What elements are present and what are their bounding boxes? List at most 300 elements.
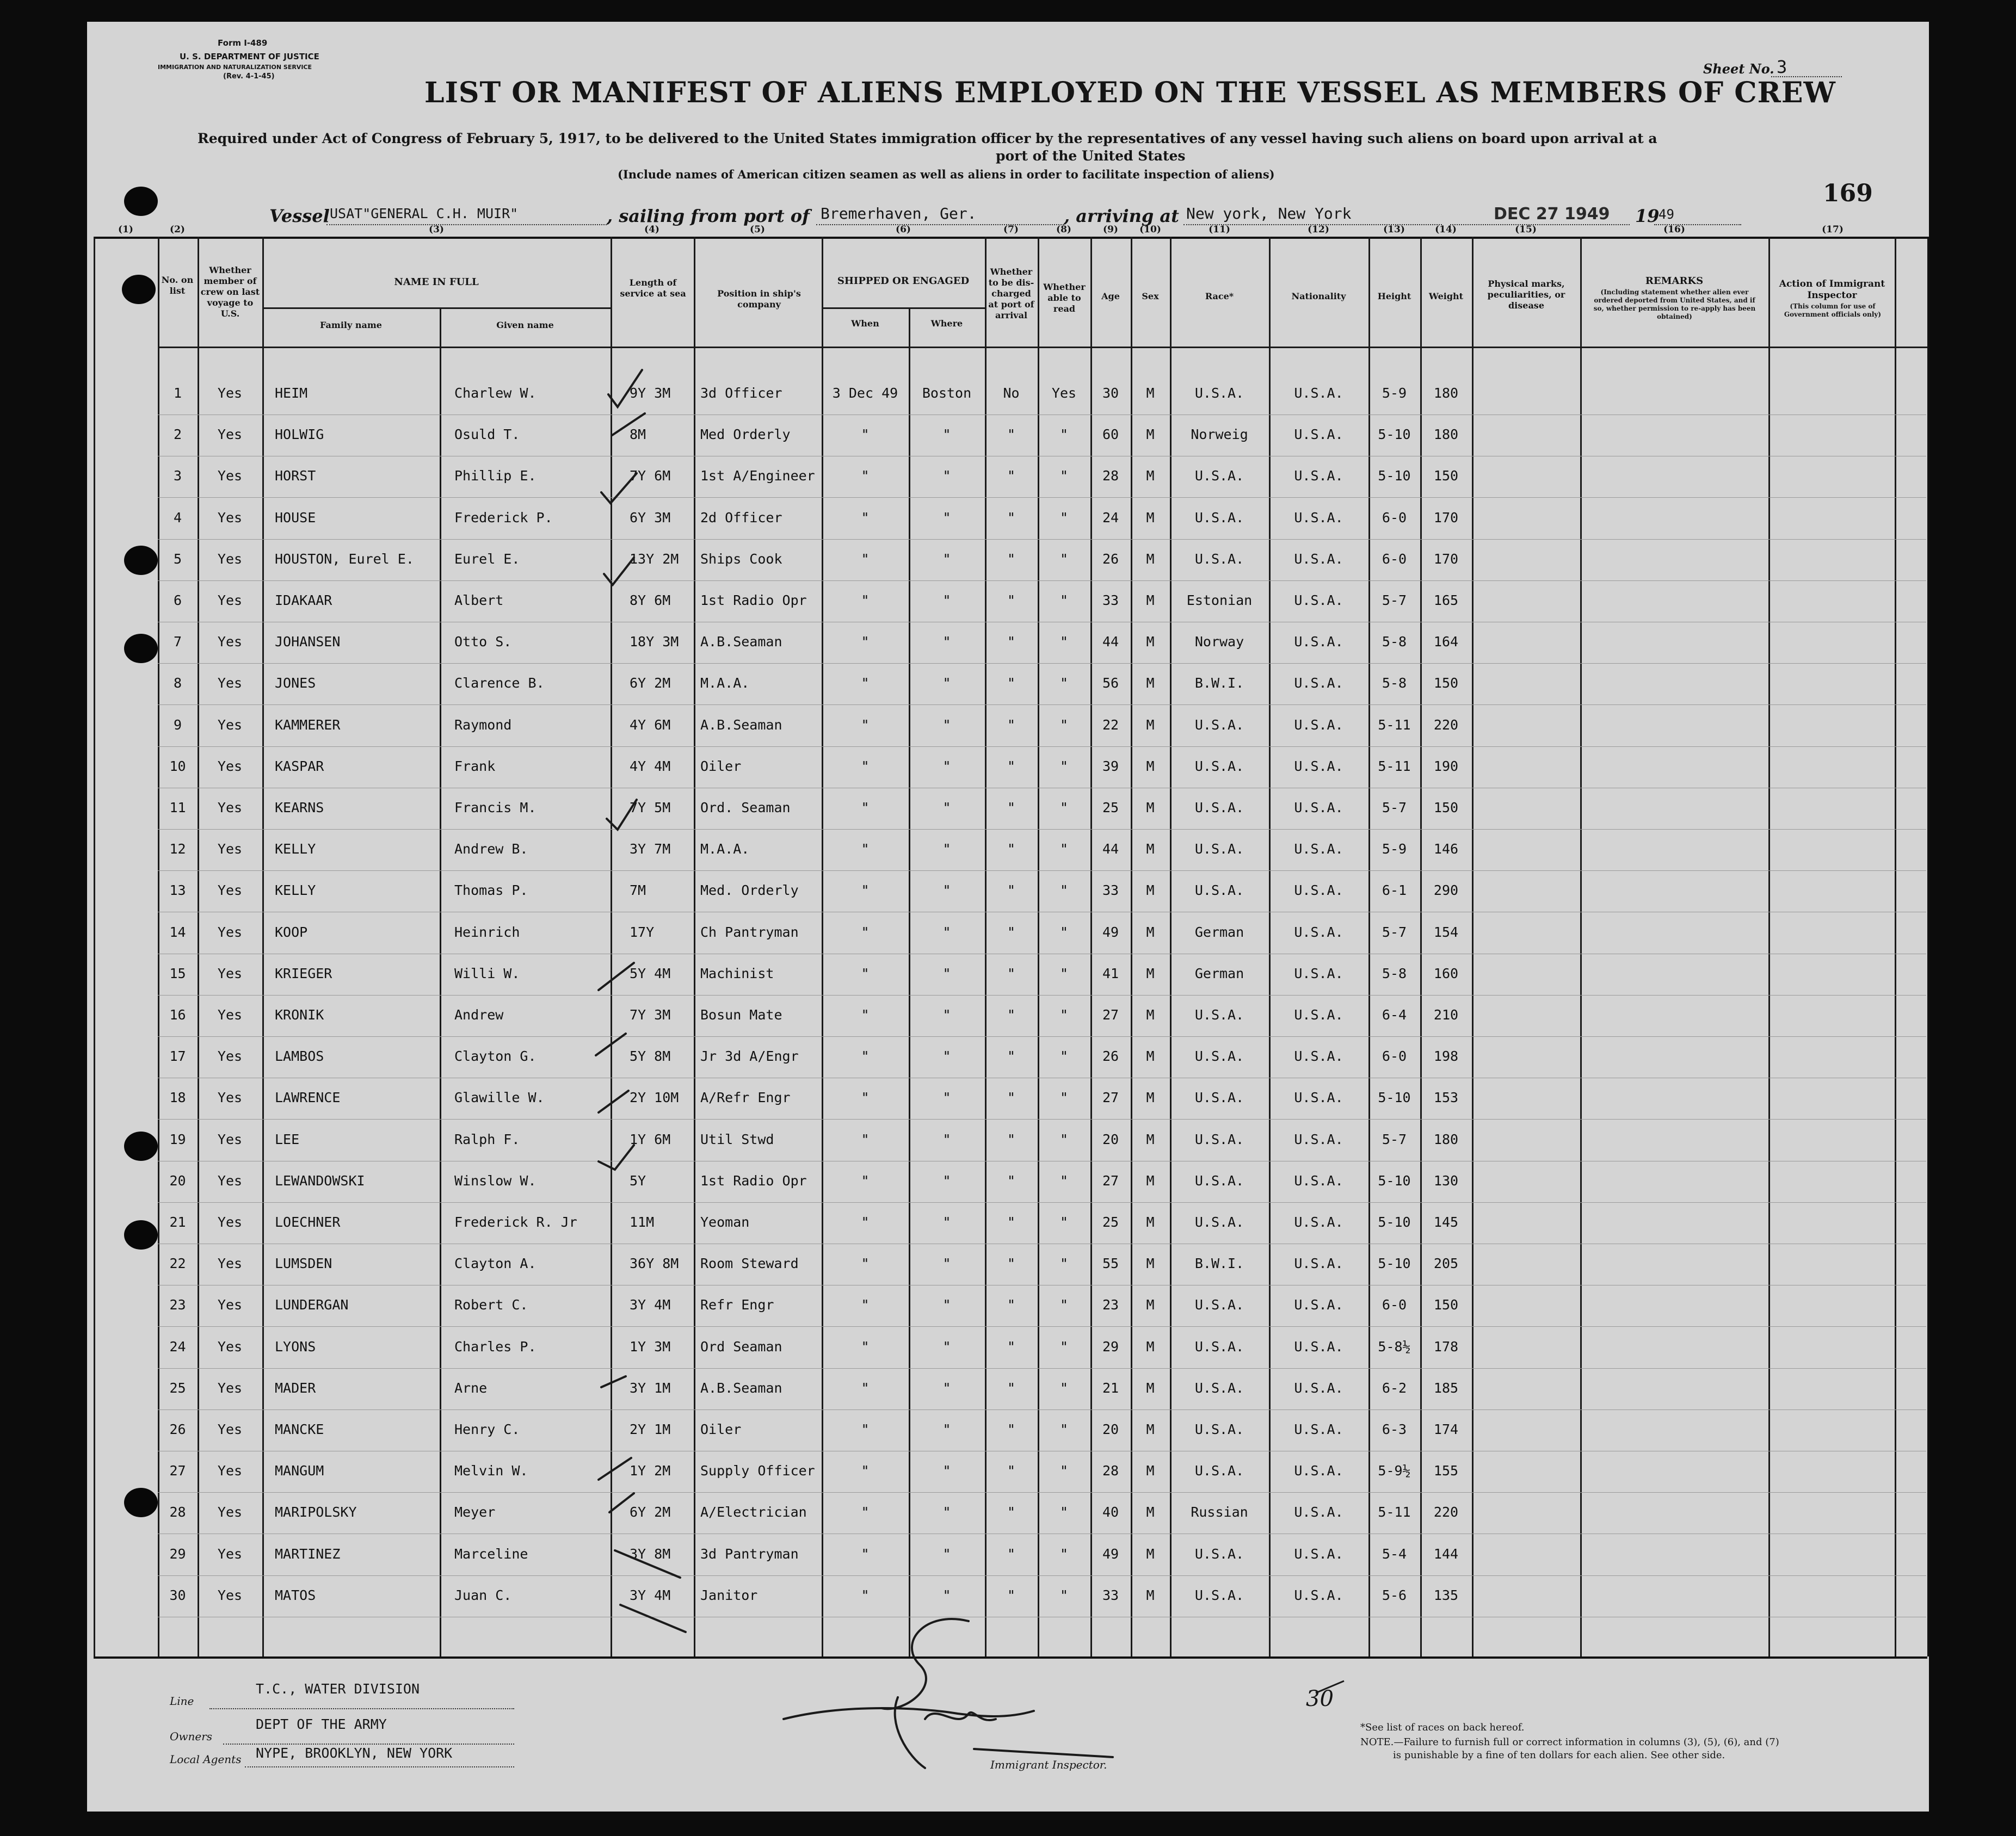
cell-prev: Yes bbox=[217, 800, 243, 815]
cell-discharged: " bbox=[1007, 882, 1016, 898]
cell-age: 25 bbox=[1102, 800, 1119, 815]
line-label: Line bbox=[170, 1695, 194, 1708]
cell-family: HOLWIG bbox=[275, 426, 324, 442]
cell-service: 8Y 6M bbox=[630, 592, 671, 608]
cell-prev: Yes bbox=[217, 1173, 243, 1189]
cell-nationality: U.S.A. bbox=[1294, 1173, 1343, 1189]
cell-where: " bbox=[942, 1504, 951, 1520]
cell-prev: Yes bbox=[217, 1463, 243, 1479]
cell-no: 18 bbox=[169, 1090, 186, 1105]
cell-nationality: U.S.A. bbox=[1294, 468, 1343, 484]
cell-read: " bbox=[1059, 1173, 1069, 1189]
port-to: New york, New York bbox=[1186, 205, 1352, 222]
owners-value: DEPT OF THE ARMY bbox=[256, 1716, 387, 1732]
cell-no: 4 bbox=[173, 510, 182, 526]
cell-prev: Yes bbox=[217, 1007, 243, 1023]
cell-service: 13Y 2M bbox=[630, 551, 679, 567]
cell-sex: M bbox=[1146, 1007, 1155, 1023]
cell-read: " bbox=[1059, 1297, 1069, 1313]
cell-family: HORST bbox=[275, 468, 316, 484]
subtitle-1: Required under Act of Congress of February 5, 1917, to be delivered to the United States immigration officer by the representatives of any vessel having such aliens on board upon arrival at a bbox=[198, 131, 1657, 146]
cell-age: 27 bbox=[1102, 1007, 1119, 1023]
hdr-age: Age bbox=[1101, 291, 1120, 301]
cell-nationality: U.S.A. bbox=[1294, 1132, 1343, 1147]
cell-when: " bbox=[861, 1007, 870, 1023]
cell-when: " bbox=[861, 1297, 870, 1313]
cell-service: 7Y 3M bbox=[630, 1007, 671, 1023]
cell-family: LEWANDOWSKI bbox=[275, 1173, 365, 1189]
cell-service: 8M bbox=[630, 426, 646, 442]
cell-race: U.S.A. bbox=[1194, 1587, 1244, 1603]
cell-weight: 130 bbox=[1433, 1173, 1459, 1189]
cell-when: " bbox=[861, 468, 870, 484]
cell-race: U.S.A. bbox=[1194, 468, 1244, 484]
cell-sex: M bbox=[1146, 924, 1155, 940]
cell-read: " bbox=[1059, 675, 1069, 691]
cell-given: Thomas P. bbox=[454, 882, 528, 898]
note-fine-1: NOTE.—Failure to furnish full or correct information in columns (3), (5), (6), and (7) bbox=[1360, 1736, 1779, 1748]
cell-nationality: U.S.A. bbox=[1294, 924, 1343, 940]
cell-discharged: " bbox=[1007, 426, 1016, 442]
cell-race: U.S.A. bbox=[1194, 882, 1244, 898]
cell-height: 5-4 bbox=[1382, 1546, 1407, 1562]
cell-read: " bbox=[1059, 1256, 1069, 1271]
cell-position: Machinist bbox=[700, 966, 774, 981]
cell-where: " bbox=[942, 966, 951, 981]
cell-position: 2d Officer bbox=[700, 510, 782, 526]
cell-height: 5-10 bbox=[1378, 1173, 1411, 1189]
cell-when: " bbox=[861, 758, 870, 774]
cell-service: 3Y 4M bbox=[630, 1297, 671, 1313]
cell-position: Util Stwd bbox=[700, 1132, 774, 1147]
cell-discharged: " bbox=[1007, 1339, 1016, 1355]
cell-given: Marceline bbox=[454, 1546, 528, 1562]
cell-prev: Yes bbox=[217, 1090, 243, 1105]
cell-family: MARIPOLSKY bbox=[275, 1504, 357, 1520]
cell-nationality: U.S.A. bbox=[1294, 1048, 1343, 1064]
cell-age: 49 bbox=[1102, 1546, 1119, 1562]
column-number: (1) bbox=[118, 224, 133, 235]
cell-age: 56 bbox=[1102, 675, 1119, 691]
cell-nationality: U.S.A. bbox=[1294, 1256, 1343, 1271]
cell-nationality: U.S.A. bbox=[1294, 758, 1343, 774]
cell-race: U.S.A. bbox=[1194, 1421, 1244, 1437]
cell-nationality: U.S.A. bbox=[1294, 1214, 1343, 1230]
cell-no: 23 bbox=[169, 1297, 186, 1313]
cell-position: Oiler bbox=[700, 758, 742, 774]
cell-prev: Yes bbox=[217, 1297, 243, 1313]
agents-value: NYPE, BROOKLYN, NEW YORK bbox=[256, 1745, 453, 1761]
cell-where: " bbox=[942, 592, 951, 608]
cell-read: " bbox=[1059, 592, 1069, 608]
cell-where: " bbox=[942, 882, 951, 898]
cell-nationality: U.S.A. bbox=[1294, 1090, 1343, 1105]
cell-family: KELLY bbox=[275, 882, 316, 898]
cell-no: 16 bbox=[169, 1007, 186, 1023]
cell-given: Robert C. bbox=[454, 1297, 528, 1313]
cell-sex: M bbox=[1146, 800, 1155, 815]
cell-where: " bbox=[942, 1173, 951, 1189]
cell-race: B.W.I. bbox=[1194, 1256, 1244, 1271]
cell-race: U.S.A. bbox=[1194, 1007, 1244, 1023]
cell-family: KASPAR bbox=[275, 758, 324, 774]
column-number: (16) bbox=[1663, 224, 1685, 235]
cell-family: LYONS bbox=[275, 1339, 316, 1355]
cell-service: 5Y 4M bbox=[630, 966, 671, 981]
column-number: (9) bbox=[1103, 224, 1118, 235]
cell-service: 1Y 6M bbox=[630, 1132, 671, 1147]
vessel-name: USAT"GENERAL C.H. MUIR" bbox=[330, 206, 519, 221]
cell-race: B.W.I. bbox=[1194, 675, 1244, 691]
cell-when: " bbox=[861, 966, 870, 981]
cell-no: 9 bbox=[173, 717, 182, 733]
cell-nationality: U.S.A. bbox=[1294, 1587, 1343, 1603]
cell-age: 49 bbox=[1102, 924, 1119, 940]
cell-height: 5-7 bbox=[1382, 924, 1407, 940]
cell-given: Glawille W. bbox=[454, 1090, 545, 1105]
cell-position: Ord. Seaman bbox=[700, 800, 791, 815]
hdr-length-service: Length of service at sea bbox=[620, 277, 686, 299]
cell-no: 21 bbox=[169, 1214, 186, 1230]
sailing-label: , sailing from port of bbox=[607, 206, 810, 226]
cell-discharged: " bbox=[1007, 1048, 1016, 1064]
hdr-given-name: Given name bbox=[496, 320, 554, 330]
cell-sex: M bbox=[1146, 717, 1155, 733]
cell-where: " bbox=[942, 1463, 951, 1479]
cell-nationality: U.S.A. bbox=[1294, 1463, 1343, 1479]
cell-weight: 153 bbox=[1433, 1090, 1459, 1105]
cell-read: " bbox=[1059, 1546, 1069, 1562]
column-number: (2) bbox=[170, 224, 185, 235]
cell-where: " bbox=[942, 1090, 951, 1105]
cell-when: " bbox=[861, 1132, 870, 1147]
cell-race: Norway bbox=[1194, 634, 1244, 650]
cell-given: Andrew bbox=[454, 1007, 504, 1023]
cell-prev: Yes bbox=[217, 675, 243, 691]
cell-service: 11M bbox=[630, 1214, 655, 1230]
cell-sex: M bbox=[1146, 634, 1155, 650]
cell-sex: M bbox=[1146, 882, 1155, 898]
cell-service: 3Y 7M bbox=[630, 841, 671, 857]
cell-given: Juan C. bbox=[454, 1587, 512, 1603]
cell-read: " bbox=[1059, 1421, 1069, 1437]
cell-height: 5-8 bbox=[1382, 675, 1407, 691]
column-number: (4) bbox=[644, 224, 659, 235]
cell-race: U.S.A. bbox=[1194, 1214, 1244, 1230]
line-value: T.C., WATER DIVISION bbox=[256, 1681, 420, 1697]
cell-given: Phillip E. bbox=[454, 468, 537, 484]
cell-position: 3d Officer bbox=[700, 385, 782, 401]
cell-service: 3Y 1M bbox=[630, 1380, 671, 1396]
cell-position: Yeoman bbox=[700, 1214, 750, 1230]
cell-age: 24 bbox=[1102, 510, 1119, 526]
cell-no: 26 bbox=[169, 1421, 186, 1437]
cell-discharged: " bbox=[1007, 758, 1016, 774]
cell-given: Albert bbox=[454, 592, 504, 608]
cell-read: Yes bbox=[1051, 385, 1077, 401]
cell-where: " bbox=[942, 1048, 951, 1064]
cell-where: " bbox=[942, 1132, 951, 1147]
cell-race: U.S.A. bbox=[1194, 1463, 1244, 1479]
cell-position: Med. Orderly bbox=[700, 882, 799, 898]
form-service: IMMIGRATION AND NATURALIZATION SERVICE bbox=[158, 64, 312, 71]
cell-when: " bbox=[861, 1380, 870, 1396]
cell-family: MANGUM bbox=[275, 1463, 324, 1479]
hdr-able-read: Whether able to read bbox=[1043, 282, 1086, 314]
cell-no: 28 bbox=[169, 1504, 186, 1520]
cell-discharged: " bbox=[1007, 966, 1016, 981]
column-number: (11) bbox=[1209, 224, 1230, 235]
cell-no: 7 bbox=[173, 634, 182, 650]
cell-weight: 180 bbox=[1433, 426, 1459, 442]
cell-weight: 164 bbox=[1433, 634, 1459, 650]
cell-sex: M bbox=[1146, 675, 1155, 691]
hdr-where: Where bbox=[930, 318, 963, 329]
hdr-sex: Sex bbox=[1142, 291, 1159, 301]
hdr-member-last-voyage: Whether member of crew on last voyage to U.S. bbox=[200, 265, 260, 319]
cell-no: 14 bbox=[169, 924, 186, 940]
cell-sex: M bbox=[1146, 592, 1155, 608]
cell-given: Andrew B. bbox=[454, 841, 528, 857]
cell-position: A.B.Seaman bbox=[700, 717, 782, 733]
cell-no: 27 bbox=[169, 1463, 186, 1479]
note-fine-2: is punishable by a fine of ten dollars for each alien. See other side. bbox=[1393, 1750, 1725, 1761]
cell-nationality: U.S.A. bbox=[1294, 551, 1343, 567]
cell-nationality: U.S.A. bbox=[1294, 966, 1343, 981]
cell-prev: Yes bbox=[217, 966, 243, 981]
cell-age: 23 bbox=[1102, 1297, 1119, 1313]
cell-when: " bbox=[861, 717, 870, 733]
cell-nationality: U.S.A. bbox=[1294, 1339, 1343, 1355]
cell-no: 20 bbox=[169, 1173, 186, 1189]
cell-given: Clarence B. bbox=[454, 675, 545, 691]
cell-position: 3d Pantryman bbox=[700, 1546, 799, 1562]
form-dept: U. S. DEPARTMENT OF JUSTICE bbox=[180, 52, 319, 61]
cell-height: 6-1 bbox=[1382, 882, 1407, 898]
owners-label: Owners bbox=[170, 1730, 213, 1743]
cell-nationality: U.S.A. bbox=[1294, 634, 1343, 650]
cell-height: 5-11 bbox=[1378, 758, 1411, 774]
cell-discharged: " bbox=[1007, 1132, 1016, 1147]
cell-service: 2Y 10M bbox=[630, 1090, 679, 1105]
cell-given: Frederick P. bbox=[454, 510, 553, 526]
cell-family: HEIM bbox=[275, 385, 308, 401]
column-number: (12) bbox=[1308, 224, 1329, 235]
cell-prev: Yes bbox=[217, 1256, 243, 1271]
cell-given: Willi W. bbox=[454, 966, 520, 981]
cell-when: " bbox=[861, 675, 870, 691]
cell-discharged: " bbox=[1007, 675, 1016, 691]
hdr-when: When bbox=[851, 318, 879, 329]
cell-weight: 135 bbox=[1433, 1587, 1459, 1603]
crew-count-handwritten: 30 bbox=[1306, 1686, 1334, 1711]
cell-read: " bbox=[1059, 634, 1069, 650]
cell-discharged: No bbox=[1003, 385, 1020, 401]
hdr-weight: Weight bbox=[1428, 291, 1464, 301]
column-number: (17) bbox=[1822, 224, 1844, 235]
cell-sex: M bbox=[1146, 1048, 1155, 1064]
cell-nationality: U.S.A. bbox=[1294, 1421, 1343, 1437]
cell-race: U.S.A. bbox=[1194, 1380, 1244, 1396]
cell-given: Otto S. bbox=[454, 634, 512, 650]
hdr-race: Race* bbox=[1205, 291, 1234, 301]
cell-prev: Yes bbox=[217, 882, 243, 898]
cell-age: 39 bbox=[1102, 758, 1119, 774]
cell-position: Bosun Mate bbox=[700, 1007, 782, 1023]
cell-where: " bbox=[942, 800, 951, 815]
cell-race: Russian bbox=[1191, 1504, 1248, 1520]
column-number: (7) bbox=[1003, 224, 1019, 235]
cell-age: 20 bbox=[1102, 1421, 1119, 1437]
cell-discharged: " bbox=[1007, 1504, 1016, 1520]
cell-discharged: " bbox=[1007, 1463, 1016, 1479]
cell-given: Eurel E. bbox=[454, 551, 520, 567]
cell-where: " bbox=[942, 1007, 951, 1023]
cell-family: LUMSDEN bbox=[275, 1256, 332, 1271]
cell-age: 21 bbox=[1102, 1380, 1119, 1396]
cell-when: " bbox=[861, 1463, 870, 1479]
cell-nationality: U.S.A. bbox=[1294, 510, 1343, 526]
cell-prev: Yes bbox=[217, 426, 243, 442]
cell-race: U.S.A. bbox=[1194, 1297, 1244, 1313]
cell-race: U.S.A. bbox=[1194, 1546, 1244, 1562]
cell-read: " bbox=[1059, 468, 1069, 484]
cell-no: 6 bbox=[173, 592, 182, 608]
cell-prev: Yes bbox=[217, 1339, 243, 1355]
cell-given: Frederick R. Jr bbox=[454, 1214, 577, 1230]
cell-age: 40 bbox=[1102, 1504, 1119, 1520]
cell-discharged: " bbox=[1007, 924, 1016, 940]
cell-family: KOOP bbox=[275, 924, 308, 940]
port-from: Bremerhaven, Ger. bbox=[821, 205, 977, 222]
cell-when: " bbox=[861, 510, 870, 526]
cell-where: " bbox=[942, 1214, 951, 1230]
cell-nationality: U.S.A. bbox=[1294, 592, 1343, 608]
cell-prev: Yes bbox=[217, 510, 243, 526]
hdr-remarks: REMARKS bbox=[1645, 275, 1704, 287]
cell-service: 2Y 1M bbox=[630, 1421, 671, 1437]
note-races: *See list of races on back hereof. bbox=[1360, 1722, 1525, 1733]
cell-weight: 178 bbox=[1433, 1339, 1459, 1355]
hdr-discharged: Whether to be dis-charged at port of arrival bbox=[988, 267, 1034, 320]
cell-nationality: U.S.A. bbox=[1294, 1380, 1343, 1396]
cell-height: 5-9 bbox=[1382, 385, 1407, 401]
cell-family: KRONIK bbox=[275, 1007, 324, 1023]
cell-age: 44 bbox=[1102, 634, 1119, 650]
page-number: 169 bbox=[1823, 180, 1873, 207]
subtitle-3: (Include names of American citizen seamen as well as aliens in order to facilitate inspection of aliens) bbox=[618, 168, 1275, 181]
cell-when: " bbox=[861, 1587, 870, 1603]
cell-position: Med Orderly bbox=[700, 426, 791, 442]
cell-age: 26 bbox=[1102, 1048, 1119, 1064]
cell-prev: Yes bbox=[217, 841, 243, 857]
cell-weight: 154 bbox=[1433, 924, 1459, 940]
cell-no: 17 bbox=[169, 1048, 186, 1064]
cell-height: 5-9 bbox=[1382, 841, 1407, 857]
cell-discharged: " bbox=[1007, 551, 1016, 567]
cell-where: " bbox=[942, 634, 951, 650]
cell-prev: Yes bbox=[217, 592, 243, 608]
cell-weight: 155 bbox=[1433, 1463, 1459, 1479]
cell-prev: Yes bbox=[217, 1546, 243, 1562]
cell-no: 5 bbox=[173, 551, 182, 567]
cell-age: 27 bbox=[1102, 1090, 1119, 1105]
cell-sex: M bbox=[1146, 1463, 1155, 1479]
cell-height: 5-10 bbox=[1378, 426, 1411, 442]
column-number: (3) bbox=[429, 224, 444, 235]
column-number: (5) bbox=[750, 224, 765, 235]
cell-age: 28 bbox=[1102, 468, 1119, 484]
cell-sex: M bbox=[1146, 1504, 1155, 1520]
column-number: (14) bbox=[1435, 224, 1457, 235]
cell-age: 28 bbox=[1102, 1463, 1119, 1479]
cell-read: " bbox=[1059, 551, 1069, 567]
cell-height: 6-0 bbox=[1382, 1048, 1407, 1064]
cell-weight: 150 bbox=[1433, 1297, 1459, 1313]
cell-when: " bbox=[861, 1090, 870, 1105]
cell-position: A/Refr Engr bbox=[700, 1090, 791, 1105]
cell-given: Heinrich bbox=[454, 924, 520, 940]
cell-given: Ralph F. bbox=[454, 1132, 520, 1147]
cell-discharged: " bbox=[1007, 841, 1016, 857]
hdr-height: Height bbox=[1377, 291, 1411, 301]
cell-position: Jr 3d A/Engr bbox=[700, 1048, 799, 1064]
cell-service: 3Y 4M bbox=[630, 1587, 671, 1603]
cell-discharged: " bbox=[1007, 717, 1016, 733]
hdr-name-in-full: NAME IN FULL bbox=[394, 276, 479, 288]
cell-sex: M bbox=[1146, 841, 1155, 857]
cell-sex: M bbox=[1146, 1339, 1155, 1355]
cell-discharged: " bbox=[1007, 468, 1016, 484]
cell-when: " bbox=[861, 1173, 870, 1189]
cell-prev: Yes bbox=[217, 634, 243, 650]
cell-family: MARTINEZ bbox=[275, 1546, 341, 1562]
cell-height: 5-8½ bbox=[1378, 1339, 1411, 1355]
cell-read: " bbox=[1059, 1504, 1069, 1520]
cell-no: 10 bbox=[169, 758, 186, 774]
cell-height: 6-0 bbox=[1382, 551, 1407, 567]
cell-service: 6Y 3M bbox=[630, 510, 671, 526]
cell-family: LEE bbox=[275, 1132, 300, 1147]
inspector-label: Immigrant Inspector. bbox=[990, 1758, 1107, 1771]
cell-when: " bbox=[861, 924, 870, 940]
cell-service: 7Y 5M bbox=[630, 800, 671, 815]
cell-height: 5-11 bbox=[1378, 717, 1411, 733]
cell-family: LAWRENCE bbox=[275, 1090, 341, 1105]
cell-discharged: " bbox=[1007, 1173, 1016, 1189]
cell-when: " bbox=[861, 634, 870, 650]
cell-sex: M bbox=[1146, 1380, 1155, 1396]
cell-race: U.S.A. bbox=[1194, 385, 1244, 401]
cell-when: " bbox=[861, 1421, 870, 1437]
cell-read: " bbox=[1059, 1007, 1069, 1023]
cell-where: " bbox=[942, 675, 951, 691]
cell-position: Oiler bbox=[700, 1421, 742, 1437]
cell-position: Janitor bbox=[700, 1587, 758, 1603]
cell-sex: M bbox=[1146, 1546, 1155, 1562]
cell-no: 25 bbox=[169, 1380, 186, 1396]
cell-read: " bbox=[1059, 510, 1069, 526]
cell-nationality: U.S.A. bbox=[1294, 800, 1343, 815]
cell-position: Ships Cook bbox=[700, 551, 782, 567]
form-rev: (Rev. 4-1-45) bbox=[223, 72, 275, 81]
cell-given: Melvin W. bbox=[454, 1463, 528, 1479]
cell-weight: 150 bbox=[1433, 800, 1459, 815]
cell-sex: M bbox=[1146, 385, 1155, 401]
column-number: (6) bbox=[896, 224, 911, 235]
cell-service: 4Y 4M bbox=[630, 758, 671, 774]
cell-when: " bbox=[861, 882, 870, 898]
